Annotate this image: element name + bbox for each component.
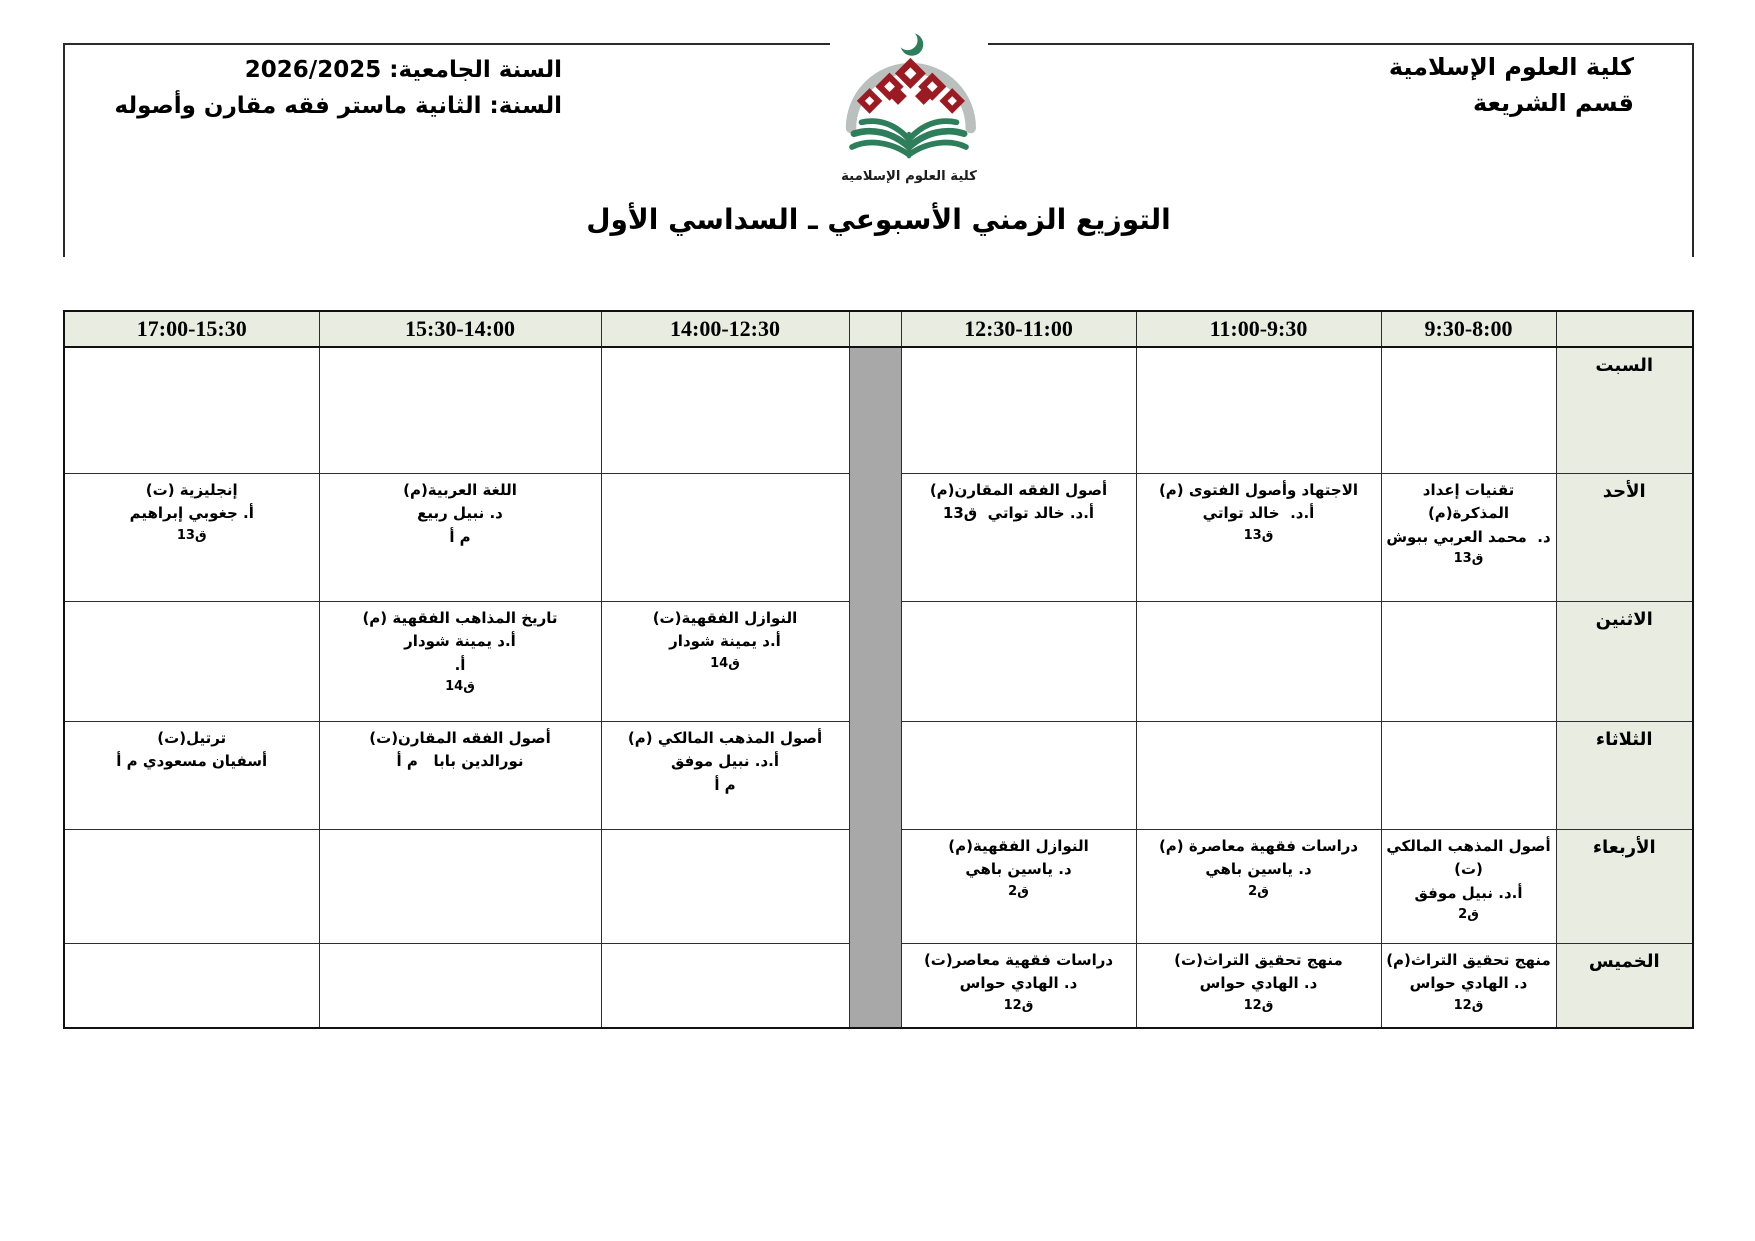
schedule-cell-line: ق13 bbox=[176, 527, 207, 543]
schedule-cell bbox=[1136, 602, 1381, 722]
table-row bbox=[64, 722, 1693, 830]
time-header-t930: 9:30-8:00 bbox=[1381, 311, 1556, 347]
table-row bbox=[64, 474, 1693, 602]
schedule-cell-line: د. الهادي حواس bbox=[1199, 974, 1318, 993]
schedule-cell bbox=[1136, 347, 1381, 474]
crescent-icon bbox=[898, 30, 924, 56]
schedule-cell bbox=[319, 347, 601, 474]
schedule-cell-line: ق12 bbox=[1003, 997, 1034, 1013]
separator-cell bbox=[849, 347, 901, 474]
schedule-cell-line: تاريخ المذاهب الفقهية (م) bbox=[362, 609, 558, 627]
program-level: السنة: الثانية ماستر فقه مقارن وأصوله bbox=[114, 92, 562, 119]
timetable-header-row bbox=[64, 311, 1693, 347]
schedule-cell bbox=[64, 830, 319, 944]
schedule-cell bbox=[1381, 602, 1556, 722]
book-icon bbox=[852, 121, 966, 156]
time-header-t1700: 17:00-15:30 bbox=[64, 311, 319, 347]
schedule-cell-line: أصول المذهب المالكي bbox=[1386, 837, 1551, 855]
schedule-cell-line: أصول المذهب المالكي (م) bbox=[627, 729, 823, 747]
separator-cell bbox=[849, 944, 901, 1029]
page-title: التوزيع الزمني الأسبوعي ـ السداسي الأول bbox=[586, 203, 1171, 236]
schedule-cell bbox=[1381, 347, 1556, 474]
schedule-cell bbox=[64, 722, 319, 830]
day-cell: السبت bbox=[1556, 347, 1693, 474]
schedule-cell bbox=[319, 474, 601, 602]
schedule-cell bbox=[1136, 830, 1381, 944]
schedule-cell-line: ق12 bbox=[1453, 997, 1484, 1013]
schedule-cell-line: م أ bbox=[714, 775, 736, 794]
schedule-cell-line: دراسات فقهية معاصر(ت) bbox=[923, 951, 1114, 969]
schedule-cell-line: المذكرة(م) bbox=[1427, 504, 1510, 523]
timetable-body bbox=[64, 347, 1693, 1028]
schedule-cell-line: نورالدين بابا م أ bbox=[396, 752, 524, 771]
schedule-cell-line: أ.د. نبيل موفق bbox=[1414, 883, 1523, 902]
schedule-cell-line: أ. bbox=[454, 655, 466, 674]
schedule-cell-line: إنجليزية (ت) bbox=[145, 481, 238, 499]
schedule-cell-line: أ.د. نبيل موفق bbox=[671, 752, 779, 771]
schedule-cell-line: د. محمد العربي ببوش bbox=[1386, 527, 1551, 546]
schedule-cell-line: ق13 bbox=[1453, 550, 1484, 566]
day-column-header bbox=[1556, 311, 1693, 347]
schedule-cell-line: د. الهادي حواس bbox=[959, 974, 1078, 993]
schedule-cell-line: د. ياسين باهي bbox=[1205, 860, 1312, 879]
schedule-cell bbox=[901, 602, 1136, 722]
time-header-sep bbox=[849, 311, 901, 347]
day-cell: الأربعاء bbox=[1556, 830, 1693, 944]
schedule-cell bbox=[1381, 944, 1556, 1029]
schedule-cell-line: ق2 bbox=[1008, 883, 1029, 899]
schedule-cell-line: (ت) bbox=[1454, 860, 1483, 879]
department-name: قسم الشريعة bbox=[1472, 89, 1634, 117]
day-cell: الأحد bbox=[1556, 474, 1693, 602]
schedule-cell bbox=[64, 347, 319, 474]
time-header-t1400: 14:00-12:30 bbox=[601, 311, 849, 347]
day-cell: الثلاثاء bbox=[1556, 722, 1693, 830]
schedule-cell bbox=[901, 722, 1136, 830]
schedule-cell-line: منهج تحقيق التراث(ت) bbox=[1174, 951, 1343, 969]
time-header-t1530: 15:30-14:00 bbox=[319, 311, 601, 347]
schedule-cell-line: دراسات فقهية معاصرة (م) bbox=[1158, 837, 1359, 855]
schedule-cell-line: د. ياسين باهي bbox=[965, 860, 1072, 879]
institution-block bbox=[1389, 49, 1634, 121]
schedule-cell-line: ترتيل(ت) bbox=[157, 729, 227, 747]
separator-cell bbox=[849, 722, 901, 830]
schedule-cell-line: ق13 bbox=[1243, 527, 1274, 543]
academic-year: السنة الجامعية: 2026/2025 bbox=[244, 57, 562, 83]
schedule-cell-line: ق14 bbox=[710, 655, 740, 671]
schedule-cell bbox=[901, 474, 1136, 602]
timetable bbox=[63, 310, 1694, 1029]
schedule-cell-line: ق12 bbox=[1243, 997, 1274, 1013]
schedule-cell-line: ق2 bbox=[1248, 883, 1269, 899]
timetable-head bbox=[64, 311, 1693, 347]
time-header-t1230: 12:30-11:00 bbox=[901, 311, 1136, 347]
schedule-cell bbox=[319, 944, 601, 1029]
day-cell: الخميس bbox=[1556, 944, 1693, 1029]
table-row bbox=[64, 944, 1693, 1029]
schedule-cell bbox=[601, 722, 849, 830]
time-header-t1100: 11:00-9:30 bbox=[1136, 311, 1381, 347]
faculty-name: كلية العلوم الإسلامية bbox=[1388, 53, 1634, 81]
schedule-cell bbox=[601, 944, 849, 1029]
separator-cell bbox=[849, 602, 901, 722]
schedule-cell-line: د. الهادي حواس bbox=[1409, 974, 1528, 993]
schedule-cell bbox=[601, 602, 849, 722]
schedule-cell bbox=[1381, 830, 1556, 944]
schedule-cell-line: النوازل الفقهية(م) bbox=[948, 837, 1089, 855]
schedule-cell bbox=[319, 602, 601, 722]
schedule-cell-line: أ. جغوبي إبراهيم bbox=[129, 504, 254, 523]
schedule-cell-line: تقنيات إعداد bbox=[1422, 481, 1515, 499]
schedule-cell-line: ق2 bbox=[1458, 906, 1479, 922]
schedule-cell bbox=[64, 944, 319, 1029]
schedule-cell-line: الاجتهاد وأصول الفتوى (م) bbox=[1158, 481, 1359, 499]
schedule-cell bbox=[1136, 722, 1381, 830]
schedule-cell bbox=[601, 347, 849, 474]
schedule-cell-line: أصول الفقه المقارن(ت) bbox=[369, 729, 551, 747]
schedule-cell-line: د. نبيل ربيع bbox=[417, 504, 503, 523]
faculty-logo bbox=[830, 27, 988, 197]
schedule-cell-line: اللغة العربية(م) bbox=[403, 481, 517, 499]
logo-caption: كلية العلوم الإسلامية bbox=[841, 169, 977, 185]
schedule-cell bbox=[319, 830, 601, 944]
schedule-cell-line: م أ bbox=[449, 527, 471, 546]
table-row bbox=[64, 830, 1693, 944]
schedule-cell bbox=[601, 830, 849, 944]
schedule-cell-line: أسفيان مسعودي م أ bbox=[116, 752, 268, 771]
day-cell: الاثنين bbox=[1556, 602, 1693, 722]
schedule-cell bbox=[901, 944, 1136, 1029]
schedule-cell bbox=[319, 722, 601, 830]
schedule-cell bbox=[64, 602, 319, 722]
table-row bbox=[64, 602, 1693, 722]
schedule-cell bbox=[64, 474, 319, 602]
schedule-cell-line: أصول الفقه المقارن(م) bbox=[929, 481, 1108, 499]
table-row bbox=[64, 347, 1693, 474]
schedule-cell bbox=[601, 474, 849, 602]
schedule-cell bbox=[1381, 474, 1556, 602]
schedule-cell bbox=[901, 830, 1136, 944]
schedule-cell-line: أ.د يمينة شودار bbox=[669, 632, 781, 651]
separator-cell bbox=[849, 474, 901, 602]
schedule-cell-line: أ.د. خالد تواتي bbox=[1202, 504, 1315, 523]
schedule-cell-line: أ.د. خالد تواتي ق13 bbox=[942, 504, 1095, 523]
schedule-cell bbox=[901, 347, 1136, 474]
schedule-cell-line: ق14 bbox=[445, 678, 475, 694]
schedule-cell bbox=[1136, 474, 1381, 602]
faculty-logo-image bbox=[833, 27, 985, 191]
schedule-cell-line: منهج تحقيق التراث(م) bbox=[1386, 951, 1551, 969]
year-block bbox=[65, 53, 562, 124]
separator-cell bbox=[849, 830, 901, 944]
schedule-cell-line: النوازل الفقهية(ت) bbox=[652, 609, 798, 627]
page-header bbox=[63, 43, 1694, 257]
schedule-cell bbox=[1381, 722, 1556, 830]
schedule-cell-line: أ.د يمينة شودار bbox=[404, 632, 516, 651]
schedule-cell bbox=[1136, 944, 1381, 1029]
